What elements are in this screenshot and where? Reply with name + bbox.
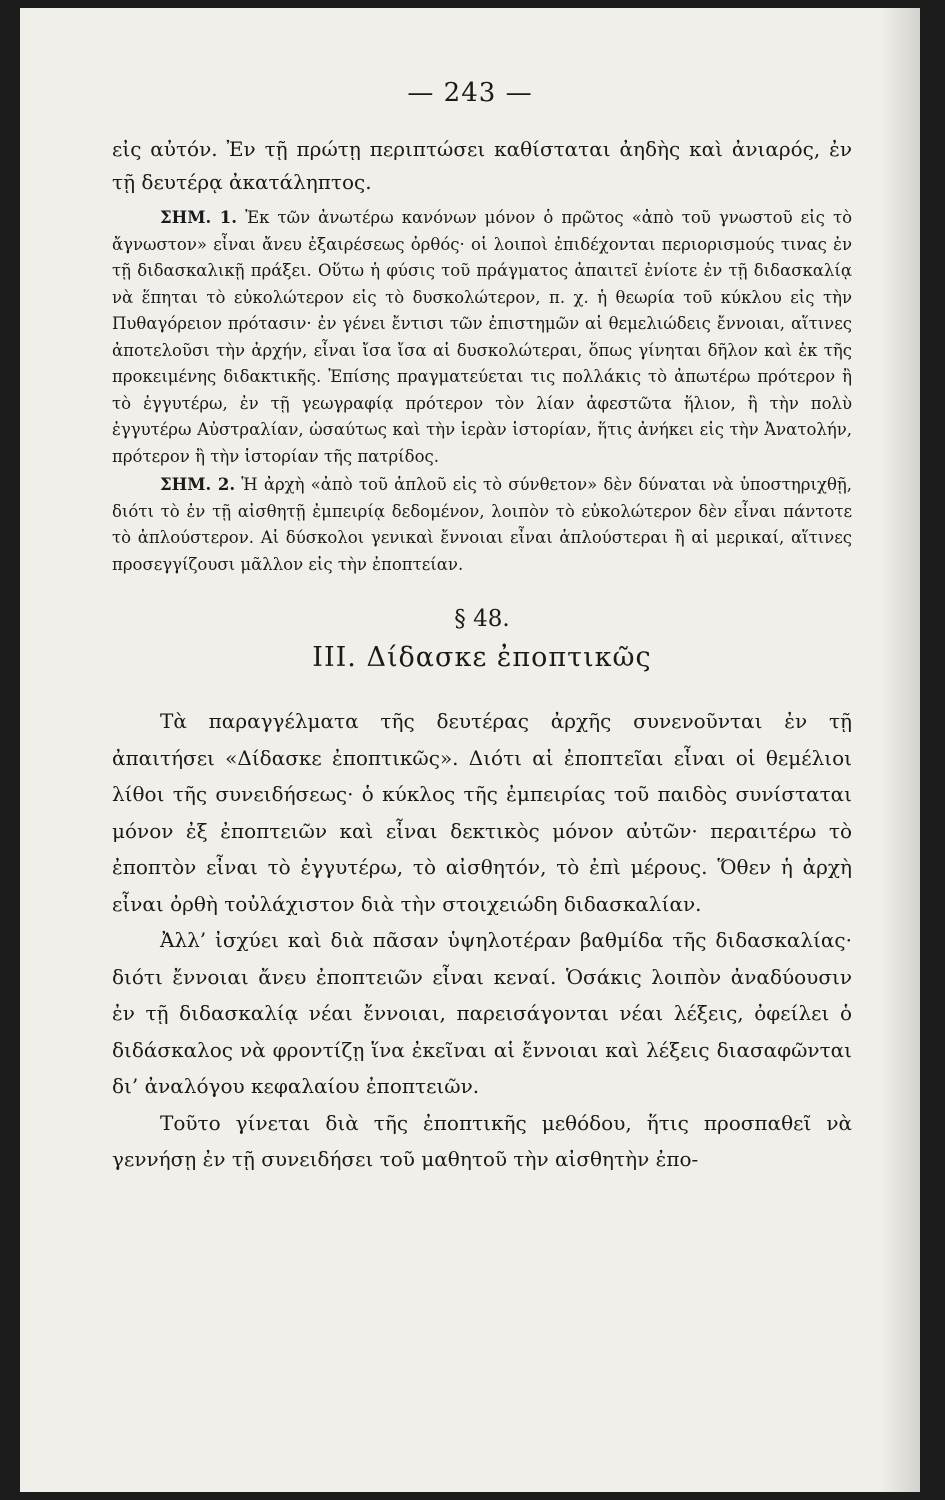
section-title: ΙΙΙ. Δίδασκε ἐποπτικῶς	[312, 642, 652, 673]
book-page	[20, 8, 920, 1492]
page-body	[112, 133, 852, 1178]
paragraph-main-2: Ἀλλ’ ἰσχύει καὶ διὰ πᾶσαν ὑψηλοτέραν βαθμίδα τῆς διδασκαλίας· διότι ἔννοιαι ἄνευ ἐποπτειῶν εἶναι κεναί. Ὁσάκις λοιπὸν ἀναδύουσιν ἐν τῇ διδασκαλίᾳ νέαι ἔννοιαι, παρεισάγονται νέαι λέξεις, ὀφείλει ὁ διδάσκαλος νὰ φροντίζῃ ἵνα ἐκεῖναι αἱ ἔννοιαι καὶ λέξεις διασαφῶνται δι’ ἀναλόγου κεφαλαίου ἐποπτειῶν.	[112, 928, 852, 1098]
note-2-text: Ἡ ἀρχὴ «ἀπὸ τοῦ ἁπλοῦ εἰς τὸ σύνθετον» δὲν δύναται νὰ ὑποστηριχθῇ, διότι τὸ ἐν τῇ αἰσθητῇ ἐμπειρίᾳ δεδομένον, λοιπὸν τὸ εὐκολώτερον δὲν εἶναι πάντοτε τὸ ἁπλούστερον. Αἱ δύσκολοι γενικαὶ ἔννοιαι εἶναι ἁπλούστεραι ἢ αἱ μερικαί, αἵτινες προσεγγίζουσι μᾶλλον εἰς τὴν ἐποπτείαν.	[112, 475, 853, 574]
note-2-label: ΣΗΜ. 2.	[160, 475, 236, 494]
paragraph-main-1: Τὰ παραγγέλματα τῆς δευτέρας ἀρχῆς συνενοῦνται ἐν τῇ ἀπαιτήσει «Δίδασκε ἐποπτικῶς». Διότι αἱ ἐποπτεῖαι εἶναι οἱ θεμέλιοι λίθοι τῆς συνειδήσεως· ὁ κύκλος τῆς ἐμπειρίας τοῦ παιδὸς συνίσταται μόνον ἐξ ἐποπτειῶν καὶ εἶναι δεκτικὸς μόνον αὐτῶν· περαιτέρω τὸ ἐποπτὸν εἶναι τὸ ἐγγυτέρω, τὸ αἰσθητόν, τὸ ἐπὶ μέρους. Ὅθεν ἡ ἀρχὴ εἶναι ὀρθὴ τοὐλάχιστον διὰ τὴν στοιχειώδη διδασκαλίαν.	[112, 709, 852, 916]
section-number: § 48.	[454, 606, 510, 632]
paragraph-continuation: εἰς αὐτόν. Ἐν τῇ πρώτῃ περιπτώσει καθίσταται ἀηδὴς καὶ ἀνιαρός, ἐν τῇ δευτέρᾳ ἀκατάληπτος.	[112, 137, 852, 194]
note-1-text: Ἐκ τῶν ἀνωτέρω κανόνων μόνον ὁ πρῶτος «ἀπὸ τοῦ γνωστοῦ εἰς τὸ ἄγνωστον» εἶναι ἄνευ ἐξαιρέσεως ὀρθός· οἱ λοιποὶ ἐπιδέχονται περιορισμούς τινας ἐν τῇ διδασκαλικῇ πράξει. Οὕτω ἡ φύσις τοῦ πράγματος ἀπαιτεῖ ἐνίοτε ἐν τῇ διδασκαλίᾳ νὰ ἕπηται τὸ εὐκολώτερον εἰς τὸ δυσκολώτερον, π. χ. ἡ θεωρία τοῦ κύκλου εἰς τὴν Πυθαγόρειον πρότασιν· ἐν γένει ἔντισι τῶν ἐπιστημῶν αἱ θεμελιώδεις ἔννοιαι, αἵτινες ἀποτελοῦσι τὴν ἀρχήν, εἶναι ἴσα ἴσα αἱ δυσκολώτεραι, ὅπως γίνηται δῆλον καὶ ἐκ τῆς προκειμένης διδακτικῆς. Ἐπίσης πραγματεύεται τις πολλάκις τὸ ἀπωτέρω πρότερον ἢ τὸ ἐγγυτέρω, ἐν τῇ γεωγραφίᾳ πρότερον τὸν λίαν ἀφεστῶτα ἥλιον, ἢ τὴν πολὺ ἐγγυτέρω Αὐστραλίαν, ὡσαύτως καὶ τὴν ἱερὰν ἱστορίαν, ἥτις ἀνήκει εἰς τὴν Ἀνατολήν, πρότερον ἢ τὴν ἱστορίαν τῆς πατρίδος.	[112, 208, 853, 466]
page-number: — 243 —	[407, 78, 533, 108]
paragraph-main-3: Τοῦτο γίνεται διὰ τῆς ἐποπτικῆς μεθόδου, ἥτις προσπαθεῖ νὰ γεννήσῃ ἐν τῇ συνειδήσει τοῦ μαθητοῦ τὴν αἰσθητὴν ἐπο-	[112, 1110, 852, 1171]
page-spine-shadow	[880, 8, 920, 1492]
note-1	[112, 205, 852, 470]
note-2	[112, 472, 852, 578]
note-1-label: ΣΗΜ. 1.	[160, 208, 238, 227]
